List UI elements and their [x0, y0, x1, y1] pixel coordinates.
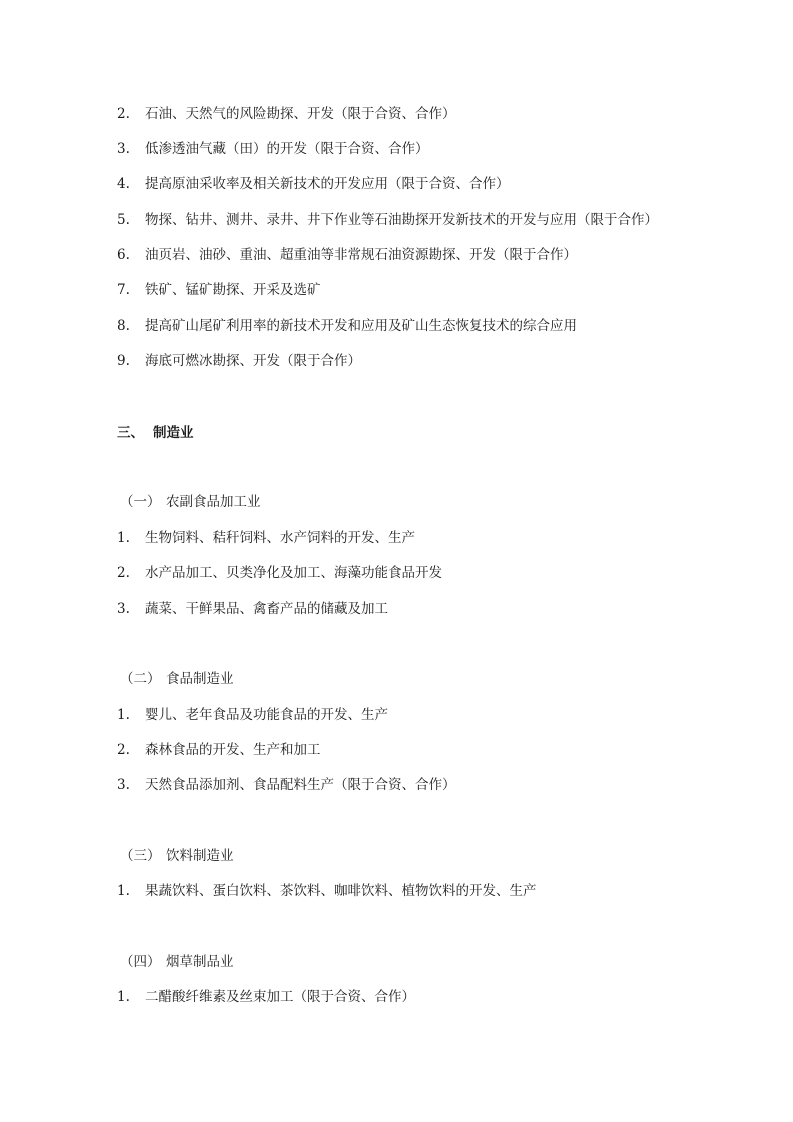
item-number: 9. — [117, 353, 130, 369]
item-number: 7. — [117, 282, 130, 298]
item-number: 1. — [117, 989, 130, 1005]
subsection-number: （一） — [120, 494, 161, 510]
subsection-number: （三） — [120, 848, 161, 864]
subsection-title: 烟草制品业 — [166, 954, 234, 970]
item-text: 油页岩、油砂、重油、超重油等非常规石油资源勘探、开发（限于合作） — [145, 247, 577, 263]
subsection-number: （二） — [120, 671, 161, 687]
list-item — [117, 600, 388, 618]
item-text: 果蔬饮料、蛋白饮料、茶饮料、咖啡饮料、植物饮料的开发、生产 — [145, 883, 537, 899]
item-text: 婴儿、老年食品及功能食品的开发、生产 — [145, 707, 388, 723]
list-item — [117, 246, 577, 264]
section-title: 制造业 — [153, 425, 194, 441]
item-number: 5. — [117, 212, 130, 228]
item-text: 水产品加工、贝类净化及加工、海藻功能食品开发 — [145, 565, 442, 581]
item-number: 3. — [117, 141, 130, 157]
subsection-heading — [120, 847, 234, 865]
subsection-title: 饮料制造业 — [166, 848, 234, 864]
list-item — [117, 776, 456, 794]
subsection-heading — [120, 670, 234, 688]
list-item — [117, 211, 658, 229]
item-text: 铁矿、锰矿勘探、开采及选矿 — [145, 282, 321, 298]
subsection-heading — [120, 953, 234, 971]
item-number: 2. — [117, 565, 130, 581]
list-item — [117, 741, 321, 759]
item-text: 森林食品的开发、生产和加工 — [145, 742, 321, 758]
item-number: 1. — [117, 530, 130, 546]
list-item — [117, 140, 429, 158]
subsection-title: 食品制造业 — [166, 671, 234, 687]
item-number: 3. — [117, 601, 130, 617]
item-text: 生物饲料、秸秆饲料、水产饲料的开发、生产 — [145, 530, 415, 546]
list-item — [117, 175, 510, 193]
list-item — [117, 706, 388, 724]
list-item — [117, 105, 456, 123]
item-number: 4. — [117, 176, 130, 192]
list-item — [117, 529, 415, 547]
item-text: 提高矿山尾矿利用率的新技术开发和应用及矿山生态恢复技术的综合应用 — [145, 318, 577, 334]
item-text: 海底可燃冰勘探、开发（限于合作） — [145, 353, 361, 369]
item-number: 2. — [117, 742, 130, 758]
section-heading — [117, 424, 194, 442]
item-number: 6. — [117, 247, 130, 263]
list-item — [117, 564, 442, 582]
item-number: 1. — [117, 883, 130, 899]
item-number: 8. — [117, 318, 130, 334]
item-text: 提高原油采收率及相关新技术的开发应用（限于合资、合作） — [145, 176, 510, 192]
list-item — [117, 317, 577, 335]
item-number: 3. — [117, 777, 130, 793]
item-text: 物探、钻井、测井、录井、井下作业等石油勘探开发新技术的开发与应用（限于合作） — [145, 212, 658, 228]
subsection-number: （四） — [120, 954, 161, 970]
item-text: 蔬菜、干鲜果品、禽畜产品的储藏及加工 — [145, 601, 388, 617]
item-text: 二醋酸纤维素及丝束加工（限于合资、合作） — [145, 989, 415, 1005]
item-number: 1. — [117, 707, 130, 723]
section-number: 三、 — [117, 425, 144, 441]
subsection-heading — [120, 493, 261, 511]
item-text: 石油、天然气的风险勘探、开发（限于合资、合作） — [145, 106, 456, 122]
subsection-title: 农副食品加工业 — [166, 494, 261, 510]
list-item — [117, 352, 361, 370]
list-item — [117, 882, 537, 900]
list-item — [117, 281, 321, 299]
list-item — [117, 988, 415, 1006]
item-text: 低渗透油气藏（田）的开发（限于合资、合作） — [145, 141, 429, 157]
item-number: 2. — [117, 106, 130, 122]
item-text: 天然食品添加剂、食品配料生产（限于合资、合作） — [145, 777, 456, 793]
